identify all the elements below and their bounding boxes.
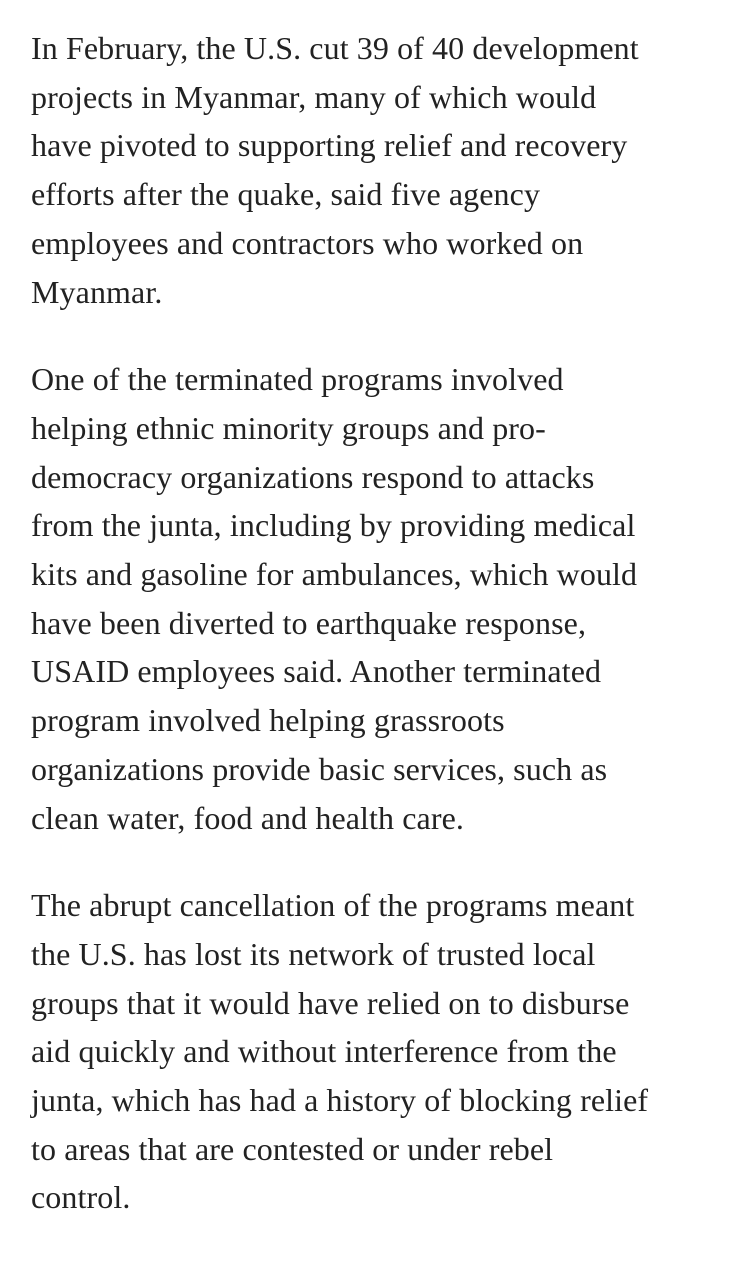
text-line: employees and contractors who worked on [31, 224, 584, 261]
text-line: In February, the U.S. cut 39 of 40 development [31, 30, 639, 66]
paragraph-usaid-cuts [31, 24, 736, 316]
text-line: the U.S. has lost its network of trusted local [31, 935, 596, 972]
text-line: projects in Myanmar, many of which would [31, 78, 597, 115]
text-line: have been diverted to earthquake response, [31, 604, 587, 641]
text-line: organizations provide basic services, such as [31, 750, 608, 787]
text-line: Myanmar. [31, 273, 163, 310]
paragraph-terminated-programs [31, 355, 736, 842]
text-line: groups that it would have relied on to disburse [31, 984, 630, 1021]
text-line: efforts after the quake, said five agency [31, 176, 541, 213]
text-line: junta, which has had a history of blocking relief [31, 1082, 649, 1119]
text-line: helping ethnic minority groups and pro- [31, 409, 546, 446]
article-body [31, 24, 736, 1261]
paragraph-cancellation-impact [31, 881, 736, 1222]
text-line: kits and gasoline for ambulances, which would [31, 556, 638, 593]
text-line: clean water, food and health care. [31, 799, 464, 836]
text-line: One of the terminated programs involved [31, 361, 564, 398]
text-line: democracy organizations respond to attacks [31, 458, 595, 495]
text-line: program involved helping grassroots [31, 702, 505, 739]
text-line: control. [31, 1179, 131, 1216]
text-line: have pivoted to supporting relief and recovery [31, 127, 628, 164]
text-line: aid quickly and without interference from the [31, 1033, 617, 1070]
text-line: USAID employees said. Another terminated [31, 653, 602, 690]
text-line: to areas that are contested or under rebel [31, 1130, 554, 1167]
text-line: The abrupt cancellation of the programs meant [31, 887, 635, 924]
text-line: from the junta, including by providing medical [31, 507, 636, 544]
